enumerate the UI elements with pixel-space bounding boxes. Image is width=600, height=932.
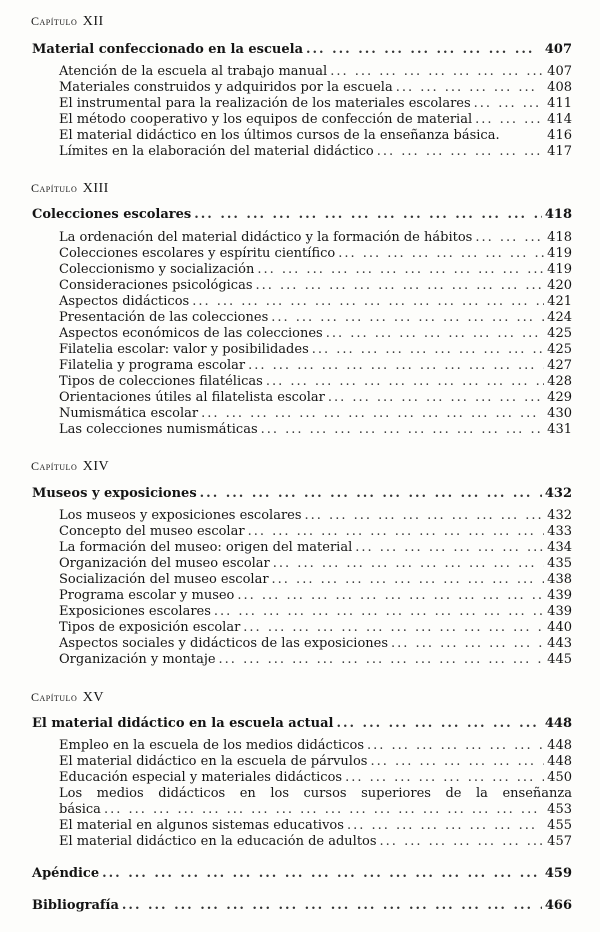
- page-number: 443: [547, 636, 572, 651]
- section-title: Material confeccionado en la escuela: [32, 42, 303, 57]
- entry-title: Orientaciones útiles al filatelista escolar: [59, 390, 325, 405]
- page-number: 407: [547, 64, 572, 79]
- toc-entry: [59, 818, 572, 834]
- chapter-label: Capítulo: [31, 14, 78, 28]
- entry-title: Socialización del museo escolar: [59, 572, 269, 587]
- chapter-number: XIII: [82, 181, 109, 196]
- section-entry: [32, 716, 572, 732]
- section-title: Colecciones escolares: [32, 207, 192, 222]
- leader-dots: [272, 572, 545, 588]
- toc-entry: [59, 294, 572, 310]
- page-number: 432: [547, 508, 572, 523]
- entry-title: Consideraciones psicológicas: [59, 278, 253, 293]
- entry-title: Educación especial y materiales didácticos: [59, 770, 343, 785]
- entry-title: Organización del museo escolar: [59, 556, 270, 571]
- leader-dots: [338, 246, 544, 262]
- toc-entry: [59, 112, 572, 128]
- entry-title: Presentación de las colecciones: [59, 310, 269, 325]
- toc-entry: [59, 422, 572, 438]
- page-number: 432: [544, 486, 572, 501]
- leader-dots: [328, 390, 544, 406]
- page-number: 430: [547, 406, 572, 421]
- toc-entry: [59, 358, 572, 374]
- toc-entry: [59, 326, 572, 342]
- toc-entry: [59, 652, 572, 668]
- page-number: 420: [547, 278, 572, 293]
- toc-entry: [59, 262, 572, 278]
- page-number: 448: [547, 754, 572, 769]
- toc-entry: [59, 770, 572, 786]
- leader-dots: [367, 738, 544, 754]
- leader-dots: [305, 508, 545, 524]
- entry-title: Los museos y exposiciones escolares: [59, 508, 302, 523]
- page-number: 408: [547, 80, 572, 95]
- page-number: 427: [547, 358, 572, 373]
- entry-title: Numismática escolar: [59, 406, 199, 421]
- page-number: 407: [544, 42, 572, 57]
- leader-dots: [336, 716, 541, 732]
- toc-entry: [59, 64, 572, 80]
- page-number: 459: [544, 866, 572, 881]
- toc-entry: [59, 96, 572, 112]
- leader-dots: [330, 64, 544, 80]
- toc-entry: [59, 604, 572, 620]
- entry-title: Filatelia y programa escolar: [59, 358, 246, 373]
- toc-entry: [59, 834, 572, 850]
- entry-title: Materiales construidos y adquiridos por la escuela: [59, 80, 393, 95]
- chapter-number: XII: [82, 14, 104, 29]
- toc-entry: [59, 540, 572, 556]
- entry-title: Aspectos didácticos: [59, 294, 190, 309]
- entry-title: Coleccionismo y socialización: [59, 262, 255, 277]
- toc-entry: [59, 524, 572, 540]
- toc-entry: [59, 144, 572, 160]
- leader-dots: [391, 636, 544, 652]
- toc-entry: [59, 230, 572, 246]
- chapter-label: Capítulo: [31, 459, 78, 473]
- leader-dots: [271, 310, 544, 326]
- toc-entry: [59, 278, 572, 294]
- page-number: 439: [547, 604, 572, 619]
- toc-entry: [59, 556, 572, 572]
- page-number: 419: [547, 262, 572, 277]
- leader-dots: [237, 588, 544, 604]
- page-number: 421: [547, 294, 572, 309]
- page-number: 438: [547, 572, 572, 587]
- leader-dots: [200, 486, 542, 502]
- leader-dots: [248, 524, 545, 540]
- page-number: 440: [547, 620, 572, 635]
- toc-entry: [59, 754, 572, 770]
- toc-entry: [59, 802, 572, 818]
- leader-dots: [243, 620, 544, 636]
- chapter-label: Capítulo: [31, 690, 78, 704]
- section-entry: [32, 42, 572, 58]
- entry-title: Empleo en la escuela de los medios didácticos: [59, 738, 364, 753]
- toc-entry: [59, 508, 572, 524]
- leader-dots: [345, 770, 544, 786]
- entry-title-continuation: básica: [59, 802, 101, 817]
- leader-dots: [192, 294, 544, 310]
- leader-dots: [102, 866, 542, 882]
- toc-entry: [59, 374, 572, 390]
- leader-dots: [396, 80, 544, 96]
- leader-dots: [474, 96, 545, 112]
- page-number: 418: [544, 207, 572, 222]
- entry-title: Tipos de exposición escolar: [59, 620, 241, 635]
- toc-entry: [59, 572, 572, 588]
- leader-dots: [326, 326, 544, 342]
- entry-title: Atención de la escuela al trabajo manual: [59, 64, 328, 79]
- entry-title: La formación del museo: origen del material: [59, 540, 353, 555]
- leader-dots: [214, 604, 544, 620]
- entry-title: El método cooperativo y los equipos de confección de material: [59, 112, 473, 127]
- entry-title: Colecciones escolares y espíritu científico: [59, 246, 336, 261]
- toc-entry: [59, 588, 572, 604]
- page-number: 445: [547, 652, 572, 667]
- entry-title: La ordenación del material didáctico y la formación de hábitos: [59, 230, 473, 245]
- page-number: 455: [547, 818, 572, 833]
- page-number: 416: [547, 128, 572, 143]
- page-number: 466: [544, 898, 572, 913]
- entry-title: Aspectos sociales y didácticos de las exposiciones: [59, 636, 389, 651]
- leader-dots: [475, 230, 544, 246]
- entry-title: Las colecciones numismáticas: [59, 422, 258, 437]
- entry-title: Concepto del museo escolar: [59, 524, 245, 539]
- section-title: Apéndice: [32, 866, 100, 881]
- leader-dots: [248, 358, 544, 374]
- leader-dots: [256, 278, 545, 294]
- page-number: 450: [547, 770, 572, 785]
- leader-dots: [194, 207, 542, 223]
- page-number: 448: [544, 716, 572, 731]
- chapter-heading: [31, 14, 104, 30]
- toc-entry: [59, 310, 572, 326]
- leader-dots: [257, 262, 544, 278]
- page-number: 424: [547, 310, 572, 325]
- page-number: 434: [547, 540, 572, 555]
- page-number: 433: [547, 524, 572, 539]
- leader-dots: [219, 652, 545, 668]
- leader-dots: [122, 898, 542, 914]
- toc-entry: [59, 620, 572, 636]
- leader-dots: [266, 374, 544, 390]
- chapter-heading: [31, 181, 109, 197]
- leader-dots: [380, 834, 545, 850]
- section-title: Bibliografía: [32, 898, 119, 913]
- page-number: 417: [547, 144, 572, 159]
- entry-title: Aspectos económicos de las colecciones: [59, 326, 323, 341]
- entry-title: Límites en la elaboración del material didáctico: [59, 144, 374, 159]
- leader-dots: [312, 342, 544, 358]
- toc-entry: [59, 406, 572, 422]
- chapter-label: Capítulo: [31, 181, 78, 195]
- page-number: 431: [547, 422, 572, 437]
- page-number: 429: [547, 390, 572, 405]
- leader-dots: [261, 422, 545, 438]
- toc-entry: [59, 80, 572, 96]
- entry-title: Tipos de colecciones filatélicas: [59, 374, 263, 389]
- page-number: 425: [547, 342, 572, 357]
- page-number: 411: [547, 96, 572, 111]
- page-number: 419: [547, 246, 572, 261]
- entry-title: El material en algunos sistemas educativos: [59, 818, 344, 833]
- page-number: 439: [547, 588, 572, 603]
- entry-title: El material didáctico en la educación de adultos: [59, 834, 377, 849]
- section-title: Museos y exposiciones: [32, 486, 197, 501]
- toc-entry: [59, 342, 572, 358]
- leader-dots: [347, 818, 544, 834]
- toc-entry: [59, 128, 572, 144]
- toc-entry: [59, 390, 572, 406]
- chapter-heading: [31, 459, 109, 475]
- section-entry: [32, 486, 572, 502]
- toc-entry: [59, 246, 572, 262]
- leader-dots: [377, 144, 544, 160]
- page-number: 435: [547, 556, 572, 571]
- leader-dots: [104, 802, 544, 818]
- leader-dots: [273, 556, 544, 572]
- page-number: 448: [547, 738, 572, 753]
- entry-title: Filatelia escolar: valor y posibilidades: [59, 342, 309, 357]
- leader-dots: [201, 406, 544, 422]
- chapter-number: XV: [82, 690, 104, 705]
- leader-dots: [355, 540, 544, 556]
- leader-dots: [475, 112, 544, 128]
- entry-title: El material didáctico en la escuela de párvulos: [59, 754, 368, 769]
- entry-title: Programa escolar y museo: [59, 588, 235, 603]
- entry-title: Organización y montaje: [59, 652, 216, 667]
- appendix-entry: [32, 866, 572, 882]
- bibliography-entry: [32, 898, 572, 914]
- section-entry: [32, 207, 572, 223]
- section-title: El material didáctico en la escuela actual: [32, 716, 334, 731]
- page-number: 414: [547, 112, 572, 127]
- page-number: 425: [547, 326, 572, 341]
- page-number: 453: [547, 802, 572, 817]
- page-number: 457: [547, 834, 572, 849]
- page-number: 418: [547, 230, 572, 245]
- toc-entry: [59, 738, 572, 754]
- entry-title: El material didáctico en los últimos cursos de la enseñanza básica.: [59, 128, 500, 143]
- chapter-heading: [31, 690, 104, 706]
- toc-entry: [59, 636, 572, 652]
- entry-title: Exposiciones escolares: [59, 604, 211, 619]
- entry-title: El instrumental para la realización de los materiales escolares: [59, 96, 471, 111]
- leader-dots: [370, 754, 544, 770]
- chapter-number: XIV: [82, 459, 110, 474]
- leader-dots: [306, 42, 542, 58]
- entry-title-first-line: Los medios didácticos en los cursos superiores de la enseñanza: [59, 786, 572, 801]
- page-number: 428: [547, 374, 572, 389]
